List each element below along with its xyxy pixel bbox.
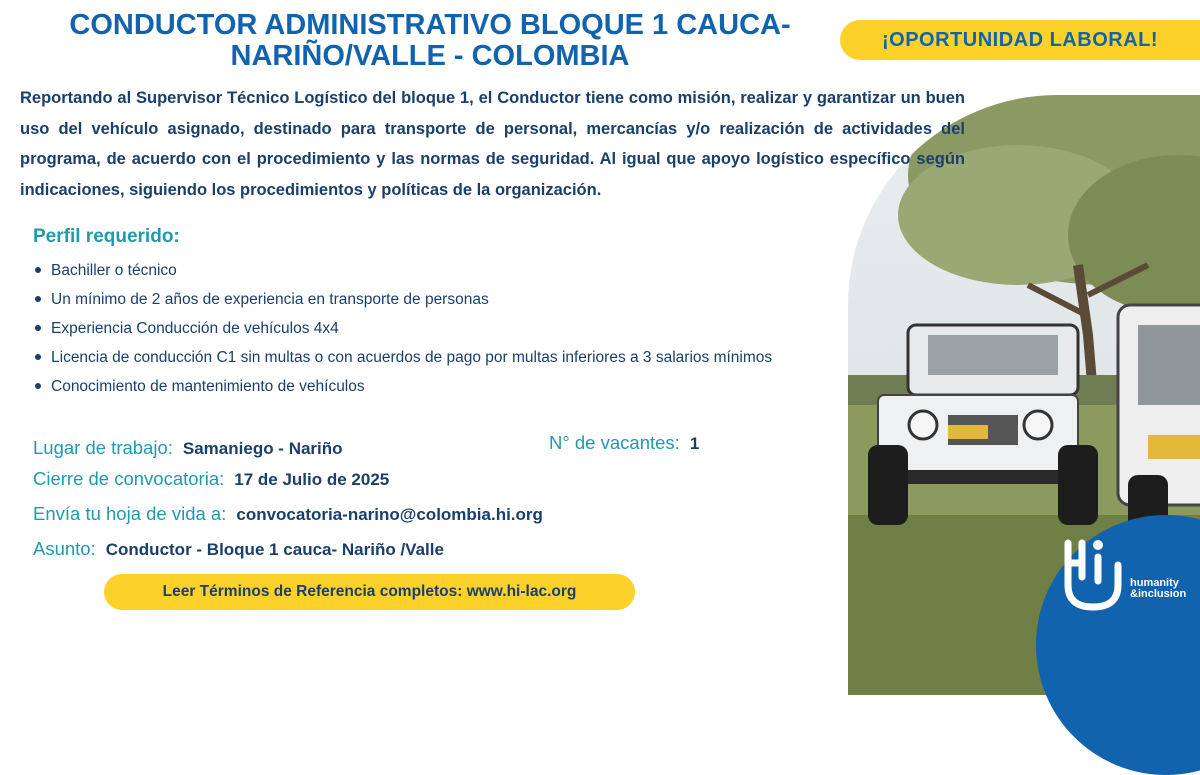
title-line-2: NARIÑO/VALLE - COLOMBIA (230, 40, 630, 72)
profile-section-title: Perfil requerido: (33, 226, 180, 247)
terms-link-button[interactable]: Leer Términos de Referencia completos: www.hi-lac.org (104, 574, 635, 610)
logo-line-1: humanity (1130, 577, 1179, 589)
list-item: Licencia de conducción C1 sin multas o con acuerdos de pago por multas inferiores a 3 salarios mínimos (33, 343, 803, 372)
title-line-1: CONDUCTOR ADMINISTRATIVO BLOQUE 1 CAUCA- (69, 9, 791, 41)
page-title (20, 10, 840, 72)
send-cv-row (33, 503, 543, 525)
closing-date-label: Cierre de convocatoria: (33, 468, 225, 489)
subject-label: Asunto: (33, 538, 96, 559)
send-cv-email[interactable]: convocatoria-narino@colombia.hi.org (236, 505, 543, 524)
logo-text (1130, 578, 1186, 600)
subject-row (33, 538, 444, 560)
vacancies-row (549, 432, 699, 454)
list-item: Conocimiento de mantenimiento de vehículos (33, 372, 803, 401)
opportunity-badge: ¡OPORTUNIDAD LABORAL! (840, 20, 1200, 60)
vacancies-value: 1 (689, 434, 700, 453)
list-item: Un mínimo de 2 años de experiencia en transporte de personas (33, 285, 803, 314)
closing-date-row (33, 468, 389, 490)
requirements-list (33, 256, 803, 401)
work-place-value: Samaniego - Nariño (182, 439, 343, 458)
send-cv-label: Envía tu hoja de vida a: (33, 503, 227, 524)
hi-hand-icon (1058, 535, 1138, 615)
hi-logo (1036, 515, 1200, 775)
work-place-label: Lugar de trabajo: (33, 437, 173, 458)
intro-paragraph: Reportando al Supervisor Técnico Logístico del bloque 1, el Conductor tiene como misión, realizar y garantizar un buen uso del vehículo asignado, destinado para transporte de personal, mercancías y/o realización de actividades del programa, de acuerdo con el procedimiento y las normas de seguridad. Al igual que apoyo logístico específico según indicaciones, siguiendo los procedimientos y políticas de la organización. (20, 89, 965, 199)
vacancies-label: N° de vacantes: (549, 432, 680, 453)
subject-value: Conductor - Bloque 1 cauca- Nariño /Valle (105, 540, 444, 559)
logo-line-2: &inclusion (1130, 588, 1187, 600)
work-place-row (33, 437, 343, 459)
closing-date-value: 17 de Julio de 2025 (234, 470, 390, 489)
list-item: Experiencia Conducción de vehículos 4x4 (33, 314, 803, 343)
list-item: Bachiller o técnico (33, 256, 803, 285)
